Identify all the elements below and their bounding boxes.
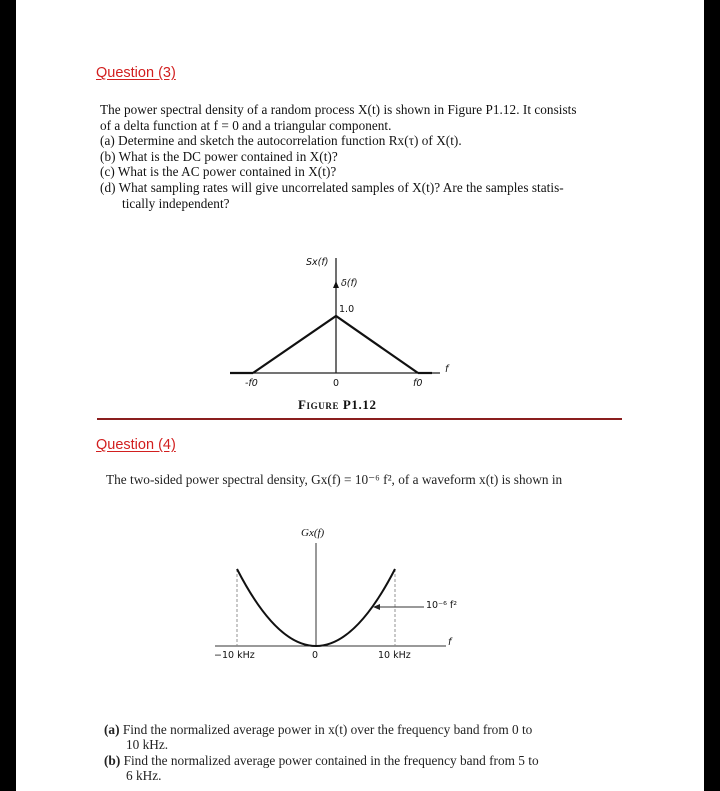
- question-3-intro-line2: of a delta function at f = 0 and a triangular component.: [100, 117, 392, 133]
- curve-formula-label: 10⁻⁶ f²: [426, 600, 458, 611]
- tick-pos-f0: f0: [413, 378, 423, 389]
- psd-parabola-plot: [16, 0, 704, 791]
- gx-figure: [16, 0, 704, 791]
- question-4-intro: The two-sided power spectral density, Gx(f) = 10⁻⁶ f², of a waveform x(t) is shown in: [106, 472, 563, 487]
- question-3-part-a: (a) Determine and sketch the autocorrelation function Rx(τ) of X(t).: [100, 133, 462, 149]
- psd-y-axis-label: Sx(f): [306, 257, 329, 268]
- psd-x-axis-label: f: [445, 364, 449, 375]
- question-3-heading: Question (3): [96, 65, 176, 81]
- figure-caption: Figure P1.12: [298, 397, 377, 412]
- question-4-part-b: (b) Find the normalized average power contained in the frequency band from 5 to: [104, 752, 539, 768]
- question-3-part-b: (b) What is the DC power contained in X(t)?: [100, 148, 338, 164]
- tick-neg-f0: -f0: [245, 378, 258, 389]
- question-4-part-a: (a) Find the normalized average power in x(t) over the frequency band from 0 to: [104, 722, 533, 737]
- tick-neg-10khz: −10 kHz: [214, 650, 255, 661]
- question-4-part-a-continuation: 10 kHz.: [126, 737, 169, 753]
- question-4-parts: [104, 722, 539, 783]
- question-3-part-d-continuation: tically independent?: [122, 195, 230, 211]
- document-page: [16, 0, 704, 791]
- tick-zero: 0: [333, 378, 340, 389]
- tick-pos-10khz: 10 kHz: [378, 650, 411, 661]
- question-3-part-d: (d) What sampling rates will give uncorrelated samples of X(t)? Are the samples statis-: [100, 179, 564, 195]
- question-3-part-c: (c) What is the AC power contained in X(t)?: [100, 164, 337, 180]
- tick-zero-khz: 0: [312, 650, 319, 661]
- question-4-heading: Question (4): [96, 437, 176, 453]
- gx-y-axis-label: Gx(f): [301, 527, 325, 539]
- question-3-intro-line1: The power spectral density of a random process X(t) is shown in Figure P1.12. It consists: [100, 102, 577, 117]
- delta-label: δ(f): [341, 278, 358, 289]
- gx-x-axis-label: f: [448, 637, 452, 648]
- question-4-part-b-continuation: 6 kHz.: [126, 767, 162, 783]
- peak-value-label: 1.0: [339, 304, 355, 315]
